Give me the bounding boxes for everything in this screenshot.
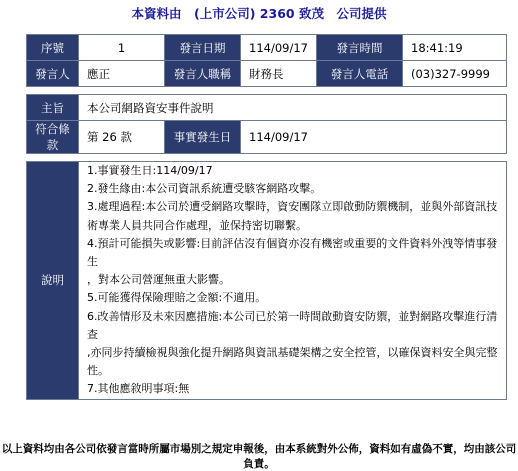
- subject-value: 本公司網路資安事件說明: [79, 95, 507, 121]
- description-line: 5.可能獲得保險理賠之金額:不適用。: [87, 291, 267, 305]
- article-value: 第 26 款: [79, 121, 165, 154]
- speaker-title-label: 發言人職稱: [165, 61, 241, 87]
- event-date-value: 114/09/17: [241, 121, 507, 154]
- description-line: 術專業人員共同合作處理，並保持密切聯繫。: [87, 218, 307, 232]
- description-line: 3.處理過程:本公司於遭受網路攻擊時，資安團隊立即啟動防禦機制，並與外部資訊技: [87, 200, 498, 214]
- description-line: 6.改善情形及未來因應措施:本公司已於第一時間啟動資安防禦，並對網路攻擊進行清查: [87, 309, 498, 341]
- date-value: 114/09/17: [241, 35, 317, 61]
- description-line: 4.預計可能損失或影響:目前評估沒有個資亦沒有機密或重要的文件資料外洩等情事發生: [87, 236, 498, 269]
- description-line: ，對本公司營運無重大影響。: [87, 273, 230, 287]
- phone-value: (03)327-9999: [403, 61, 507, 87]
- phone-label: 發言人電話: [317, 61, 403, 87]
- table-row: [27, 61, 507, 87]
- table-row: [27, 35, 507, 61]
- article-label: 符合條款: [27, 121, 79, 154]
- table-row: [27, 95, 507, 121]
- subject-label: 主旨: [27, 95, 79, 121]
- description-line: 1.事實發生日:114/09/17: [87, 164, 213, 177]
- event-date-label: 事實發生日: [165, 121, 241, 154]
- table-row: [27, 121, 507, 154]
- time-label: 發言時間: [317, 35, 403, 61]
- speaker-value: 應正: [79, 61, 165, 87]
- disclaimer-footer: 以上資料均由各公司依發言當時所屬市場別之規定申報後，由本系統對外公佈，資料如有虛偽不實，均由該公司負責。: [1, 443, 517, 470]
- date-label: 發言日期: [165, 35, 241, 61]
- table-row: [27, 87, 507, 95]
- description-line: ,亦同步持續檢視與強化提升網路與資訊基礎架構之安全控管，以確保資料安全與完整: [87, 346, 498, 360]
- description-line: 7.其他應敘明事項:無: [87, 382, 190, 396]
- seq-label: 序號: [27, 35, 79, 61]
- seq-value: 1: [79, 35, 165, 61]
- description-line: 性。: [87, 364, 109, 378]
- description-line: 2.發生緣由:本公司資訊系統遭受駭客網路攻擊。: [87, 182, 322, 196]
- description-label: 說明: [27, 162, 79, 400]
- announcement-table: [26, 34, 507, 400]
- table-row: [27, 154, 507, 162]
- time-value: 18:41:19: [403, 35, 507, 61]
- page-title: 本資料由 (上市公司) 2360 致茂 公司提供: [131, 6, 387, 21]
- table-row: [27, 162, 507, 400]
- speaker-label: 發言人: [27, 61, 79, 87]
- speaker-title-value: 財務長: [241, 61, 317, 87]
- description-body: [79, 162, 507, 400]
